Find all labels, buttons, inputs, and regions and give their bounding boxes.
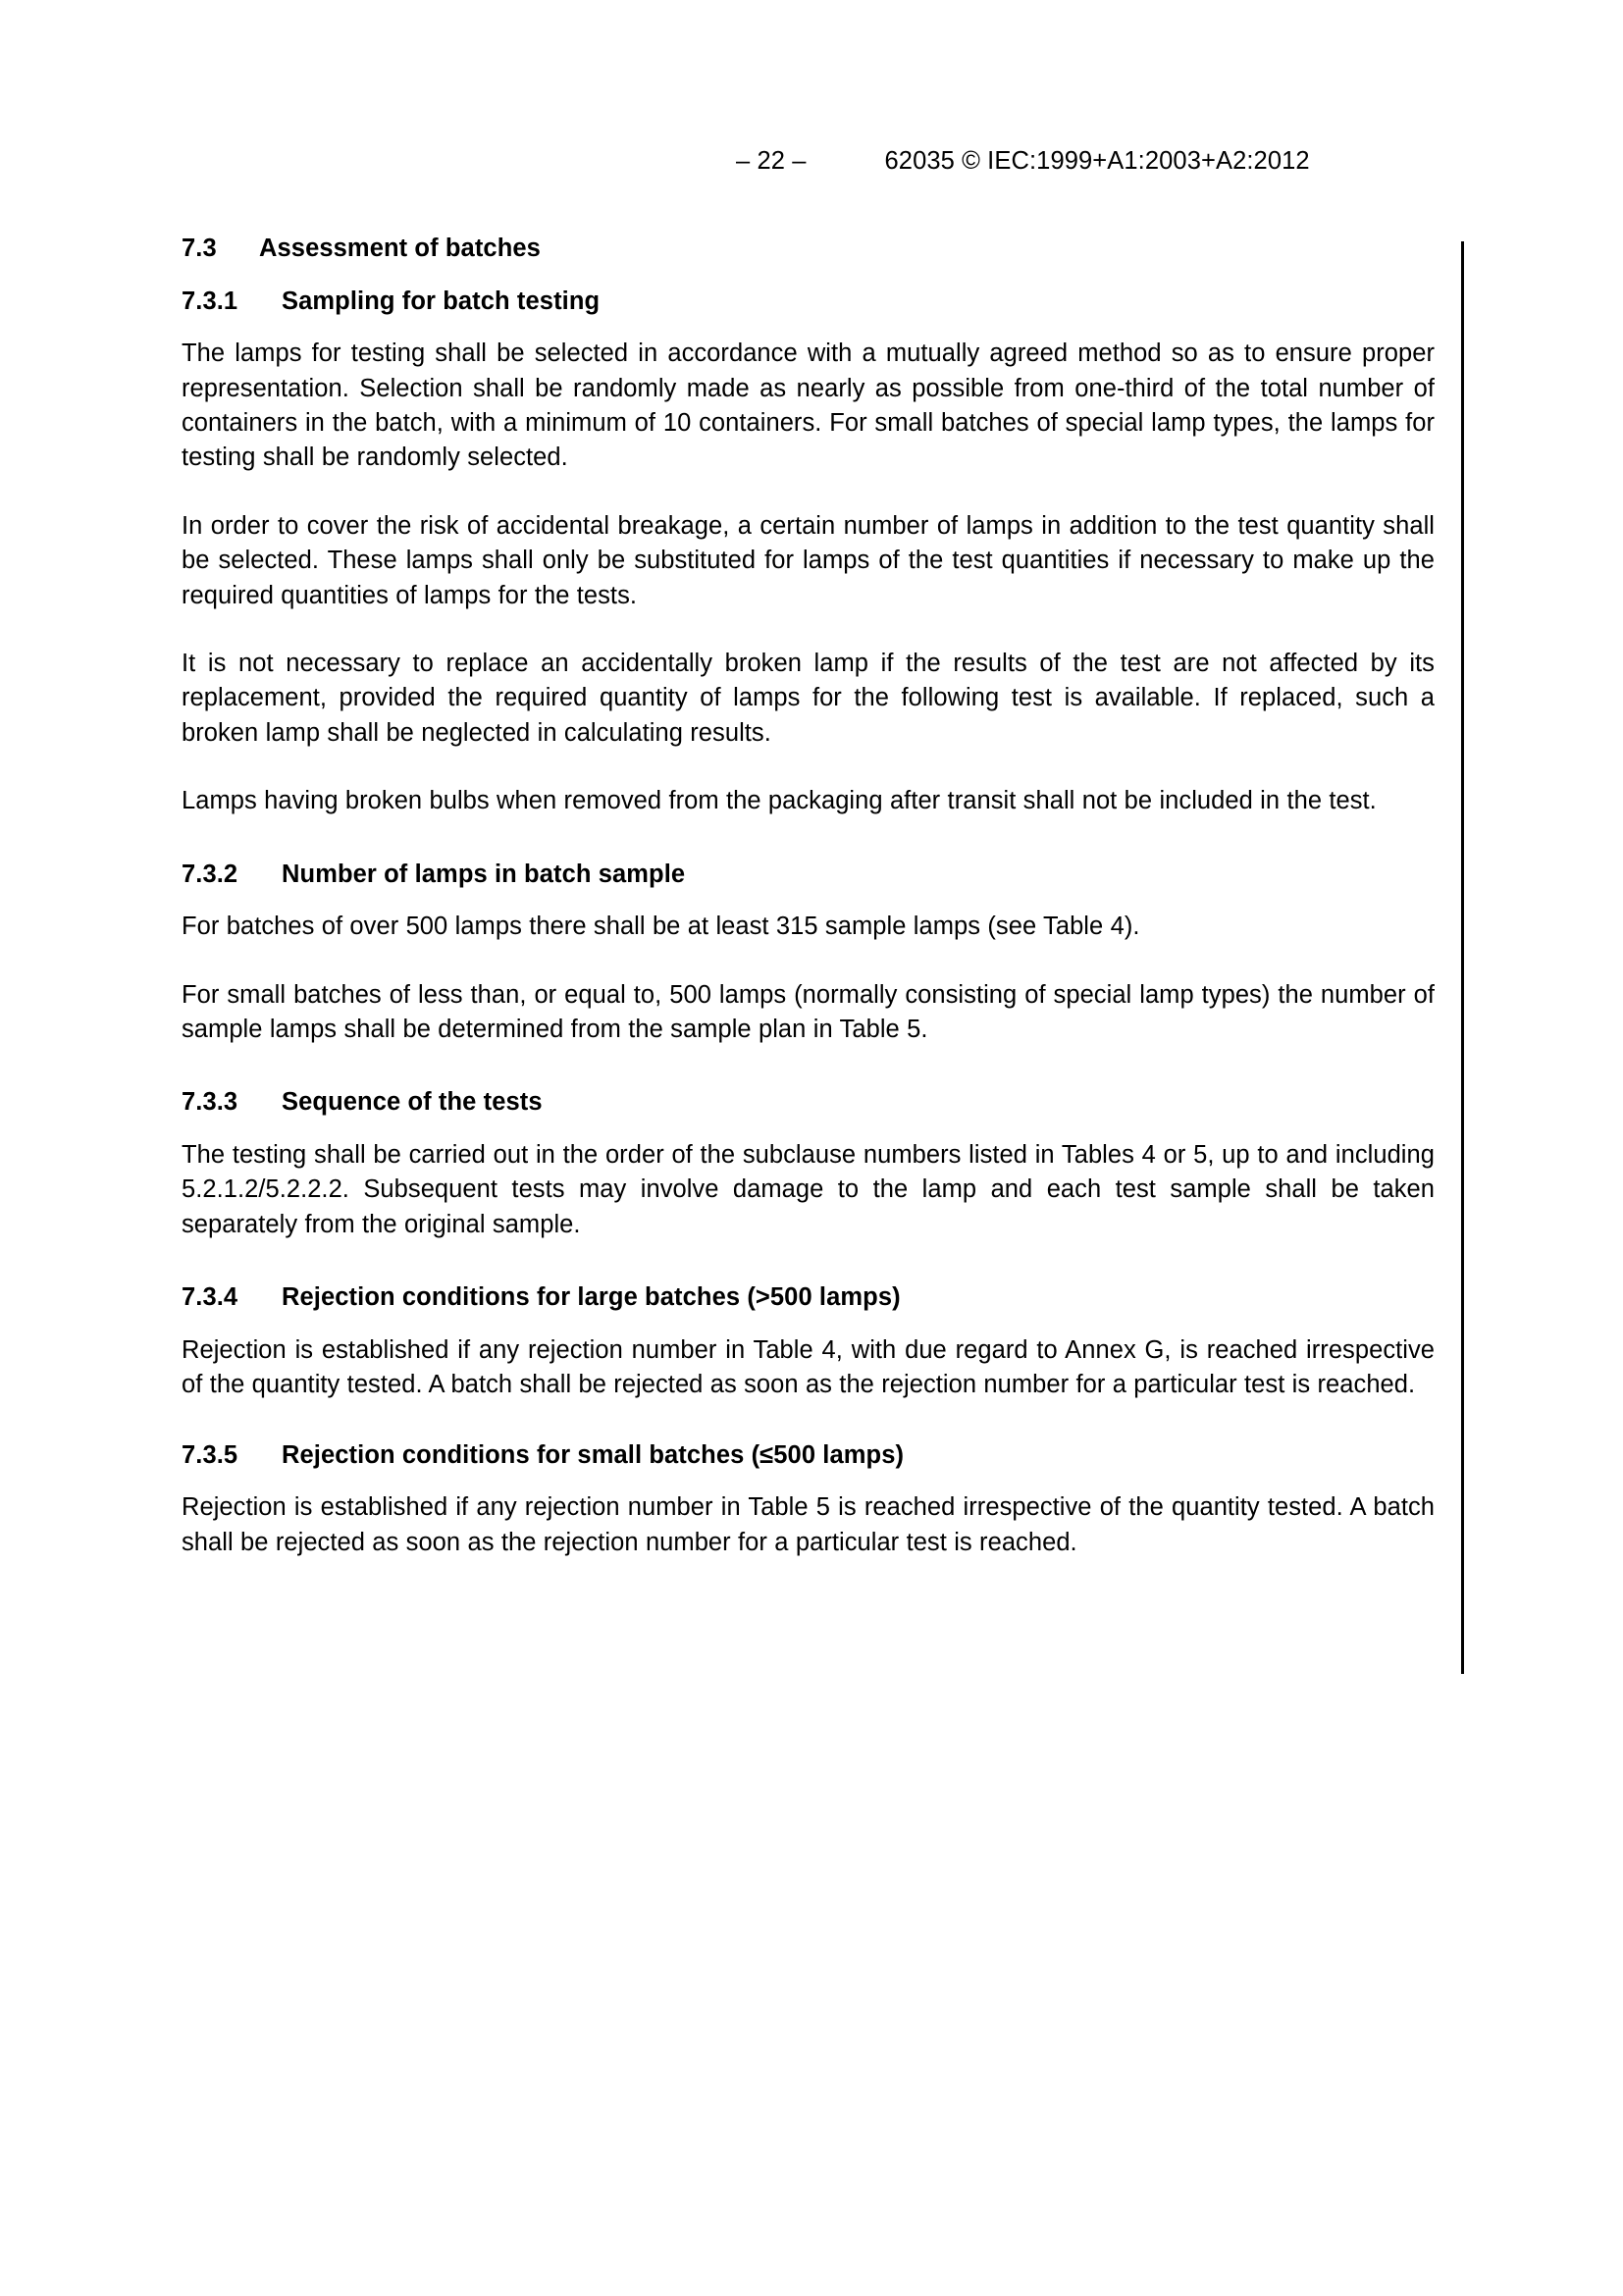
spacer	[182, 1118, 1435, 1138]
paragraph: In order to cover the risk of accidental breakage, a certain number of lamps in addition to the test quantity shall be selected. These lamps shall only be substituted for lamps of the test quantities if necessary to make up the required quantities of lamps for the tests.	[182, 511, 1435, 609]
spacer	[182, 945, 1435, 978]
heading-7-3-5-title: Rejection conditions for small batches (≤500 lamps)	[282, 1440, 905, 1469]
change-bar-rule	[1461, 241, 1464, 1674]
header-page-number: – 22 –	[736, 147, 807, 175]
spacer	[182, 1470, 1435, 1490]
page-header	[182, 147, 1433, 181]
spacer	[182, 316, 1435, 337]
paragraph: Lamps having broken bulbs when removed from the packaging after transit shall not be included in the test.	[182, 787, 1377, 815]
spacer	[182, 613, 1435, 647]
heading-7-3-4-number: 7.3.4	[182, 1283, 238, 1312]
paragraph: It is not necessary to replace an accidentally broken lamp if the results of the test are not affected by its replacement, provided the required quantity of lamps for the following test is available. If replaced, such a broken lamp shall be neglected in calculating results.	[182, 650, 1435, 747]
heading-7-3-2	[182, 860, 1435, 890]
spacer	[182, 1403, 1435, 1440]
heading-7-3-3	[182, 1087, 1435, 1118]
heading-7-3-5-number: 7.3.5	[182, 1440, 238, 1469]
paragraph: Rejection is established if any rejection number in Table 4, with due regard to Annex G, is reached irrespective of the quantity tested. A batch shall be rejected as soon as the rejection number for a particular test is reached.	[182, 1335, 1435, 1399]
spacer	[182, 1242, 1435, 1282]
paragraph: The lamps for testing shall be selected in accordance with a mutually agreed method so as to ensure proper representation. Selection shall be randomly made as nearly as possible from one-third of the total number of containers in the batch, with a minimum of 10 containers. For small batches of special lamp types, the lamps for testing shall be randomly selected.	[182, 339, 1435, 472]
heading-7-3-4	[182, 1282, 1435, 1313]
heading-7-3-3-number: 7.3.3	[182, 1088, 238, 1117]
spacer	[182, 889, 1435, 910]
spacer	[182, 1047, 1435, 1087]
paragraph: For batches of over 500 lamps there shall be at least 315 sample lamps (see Table 4).	[182, 913, 1140, 941]
heading-7-3-2-title: Number of lamps in batch sample	[282, 860, 686, 888]
document-body	[182, 234, 1435, 1560]
heading-7-3-2-number: 7.3.2	[182, 860, 238, 888]
heading-7-3-1-number: 7.3.1	[182, 287, 238, 315]
heading-7-3-5	[182, 1440, 1435, 1471]
paragraph: Rejection is established if any rejection number in Table 5 is reached irrespective of the quantity tested. A batch shall be rejected as soon as the rejection number for a particular test is reached.	[182, 1493, 1435, 1556]
heading-7-3-4-title: Rejection conditions for large batches (>500 lamps)	[282, 1283, 901, 1312]
heading-7-3-3-title: Sequence of the tests	[282, 1088, 543, 1117]
spacer	[182, 1313, 1435, 1333]
heading-7-3-1	[182, 287, 1435, 317]
heading-7-3	[182, 234, 1435, 264]
spacer	[182, 476, 1435, 509]
heading-7-3-1-title: Sampling for batch testing	[282, 287, 601, 315]
heading-7-3-number: 7.3	[182, 235, 217, 262]
heading-7-3-title: Assessment of batches	[259, 235, 541, 262]
paragraph: For small batches of less than, or equal to, 500 lamps (normally consisting of special lamp types) the number of sample lamps shall be determined from the sample plan in Table 5.	[182, 980, 1435, 1044]
paragraph: The testing shall be carried out in the order of the subclause numbers listed in Tables 4 or 5, up to and including 5.2.1.2/5.2.2.2. Subsequent tests may involve damage to the lamp and each test sample shall be taken separately from the original sample.	[182, 1141, 1435, 1238]
spacer	[182, 751, 1435, 784]
spacer	[182, 264, 1435, 287]
spacer	[182, 819, 1435, 860]
header-document-reference: 62035 © IEC:1999+A1:2003+A2:2012	[884, 147, 1310, 175]
